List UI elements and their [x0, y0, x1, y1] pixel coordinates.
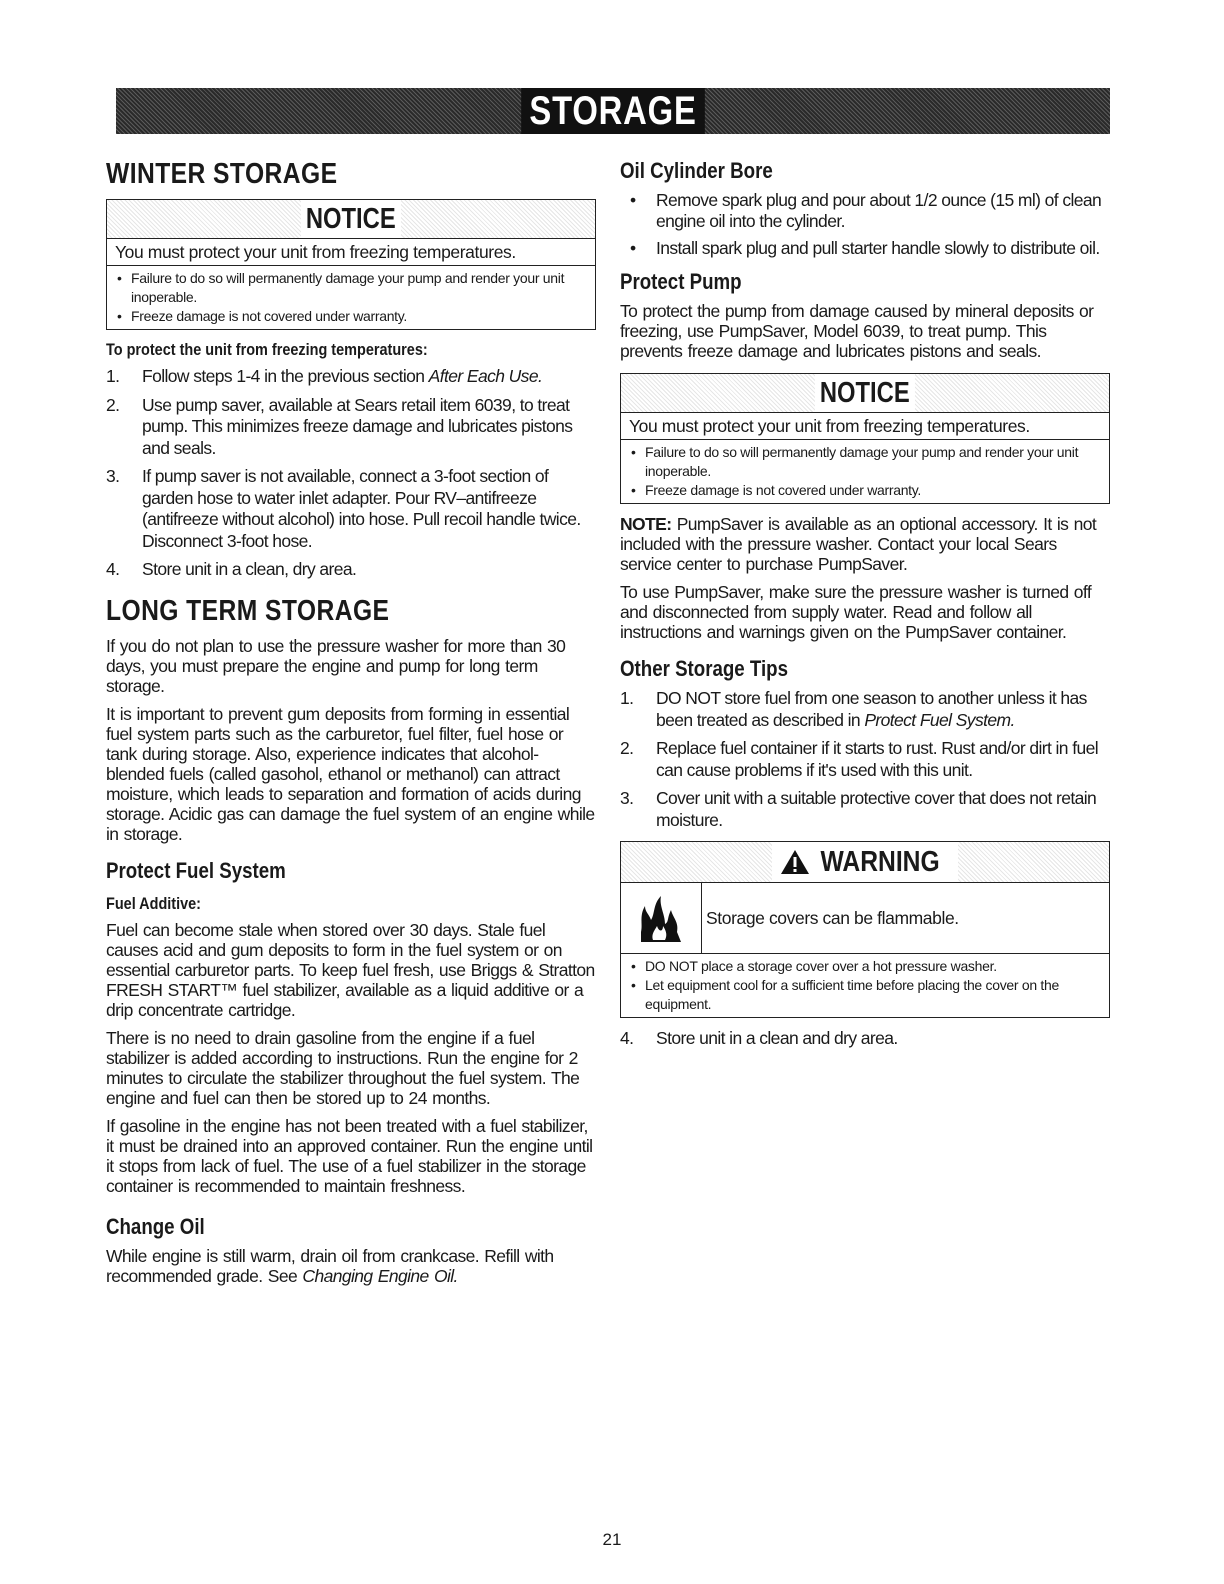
step-text: Follow steps 1-4 in the previous section: [142, 366, 429, 386]
list-item: [620, 688, 1110, 731]
protect-pump-heading: Protect Pump: [620, 269, 742, 294]
notice-main-text: You must protect your unit from freezing temperatures.: [621, 413, 1109, 440]
long-term-heading: LONG TERM STORAGE: [106, 594, 390, 627]
list-item: [620, 738, 1110, 781]
left-column: [106, 158, 596, 1294]
notice-header: [621, 374, 1109, 413]
warning-title: WARNING: [820, 846, 940, 878]
note-label: NOTE:: [620, 514, 672, 534]
fire-icon: [633, 892, 689, 944]
notice-item: • Failure to do so will permanently damage your pump and render your unit inoperable.: [115, 269, 587, 307]
other-tips-heading: Other Storage Tips: [620, 656, 788, 681]
long-term-paragraph: It is important to prevent gum deposits from forming in essential fuel system parts such as the carburetor, fuel filter, fuel hose or tank during storage. Also, experience indicates that alcohol-blended fuels (called gasohol, ethanol or methanol) can attract moisture, which leads to separation and formation of acids during storage. Acidic gas can damage the fuel system of an engine while in storage.: [106, 703, 595, 844]
step-number: 4.: [620, 1028, 634, 1048]
tips-steps-continued: [620, 1028, 1110, 1050]
change-oil-heading: Change Oil: [106, 1213, 205, 1239]
change-oil-paragraph: [106, 1246, 596, 1286]
step-reference: After Each Use.: [428, 366, 543, 386]
notice-title: NOTICE: [815, 374, 915, 412]
notice-header: [107, 200, 595, 239]
fuel-additive-subheading: Fuel Additive:: [106, 893, 202, 913]
step-text: DO NOT store fuel from one season to another unless it has been treated as described in: [656, 688, 1087, 730]
warning-triangle-icon: [780, 849, 810, 875]
step-text: Store unit in a clean, dry area.: [142, 559, 357, 579]
page-number: 21: [602, 1530, 622, 1549]
pumpsaver-paragraph: To use PumpSaver, make sure the pressure washer is turned off and disconnected from supply water. Read and follow all instructions and warnings given on the PumpSaver container.: [620, 582, 1092, 642]
step-text: If pump saver is not available, connect a 3-foot section of garden hose to water inlet adapter. Pour RV–antifreeze (antifreeze without alcohol) into hose. Pull recoil handle twice. Disconnect 3-foot hose.: [142, 466, 581, 551]
warning-item: • Let equipment cool for a sufficient time before placing the cover on the equipment.: [629, 976, 1101, 1014]
fuel-paragraph: If gasoline in the engine has not been treated with a fuel stabilizer, it must be drained into an approved container. Run the engine until it stops from lack of fuel. The use of a fuel stabilizer in the storage container is recommended to maintain freshness.: [106, 1115, 593, 1196]
list-item: [106, 395, 596, 460]
warning-item: • DO NOT place a storage cover over a hot pressure washer.: [629, 957, 1101, 976]
notice-item: • Freeze damage is not covered under warranty.: [115, 307, 587, 326]
step-reference: Protect Fuel System.: [864, 709, 1015, 730]
notice-list: [107, 266, 595, 329]
fuel-paragraph: Fuel can become stale when stored over 30 days. Stale fuel causes acid and gum deposits to form in the fuel system or on essential carburetor parts. To keep fuel fresh, use Briggs & Stratton FRESH START™ fuel stabilizer, available as a liquid additive or a drip concentrate cartridge.: [106, 919, 595, 1020]
change-oil-text: While engine is still warm, drain oil from crankcase. Refill with recommended grade. See: [106, 1245, 554, 1286]
warning-main-row: [621, 883, 1109, 954]
step-text: Cover unit with a suitable protective cover that does not retain moisture.: [656, 788, 1097, 830]
list-item: [106, 366, 596, 388]
step-number: 3.: [106, 466, 120, 486]
notice-list: [621, 440, 1109, 503]
note-paragraph: [620, 514, 1110, 574]
list-item: [106, 466, 596, 552]
warning-main-text: Storage covers can be flammable.: [706, 907, 959, 928]
step-number: 2.: [106, 394, 120, 415]
change-oil-reference: Changing Engine Oil.: [302, 1265, 458, 1286]
list-item: • Remove spark plug and pour about 1/2 ounce (15 ml) of clean engine oil into the cylinder.: [620, 190, 1110, 232]
list-item: • Install spark plug and pull starter handle slowly to distribute oil.: [620, 238, 1110, 259]
notice-title: NOTICE: [301, 200, 401, 238]
winter-subheading: To protect the unit from freezing temperatures:: [106, 340, 428, 359]
step-number: 2.: [620, 738, 634, 758]
step-text: Replace fuel container if it starts to rust. Rust and/or dirt in fuel can cause problems if it's used with this unit.: [656, 738, 1099, 780]
right-column: [620, 158, 1110, 1060]
winter-notice-box: [106, 199, 596, 330]
oil-bore-list: [620, 190, 1110, 259]
warning-icon-cell: [621, 883, 702, 953]
notice-main-text: You must protect your unit from freezing temperatures.: [107, 239, 595, 266]
list-item: [106, 559, 596, 581]
warning-header: [621, 842, 1109, 883]
notice-item: • Freeze damage is not covered under warranty.: [629, 481, 1101, 500]
step-number: 4.: [106, 559, 120, 579]
list-item: [620, 1028, 1110, 1050]
step-text: Store unit in a clean and dry area.: [656, 1028, 898, 1048]
pump-notice-box: [620, 373, 1110, 504]
winter-storage-heading: WINTER STORAGE: [106, 158, 338, 190]
winter-steps: [106, 366, 596, 581]
protect-fuel-heading: Protect Fuel System: [106, 857, 286, 883]
long-term-paragraph: If you do not plan to use the pressure washer for more than 30 days, you must prepare the engine and pump for long term storage.: [106, 635, 566, 696]
protect-pump-paragraph: To protect the pump from damage caused by mineral deposits or freezing, use PumpSaver, Model 6039, to treat pump. This prevents freeze damage and lubricates pistons and seals.: [620, 301, 1094, 361]
step-number: 1.: [106, 366, 120, 386]
step-number: 3.: [620, 788, 634, 808]
notice-item: • Failure to do so will permanently damage your pump and render your unit inoperable.: [629, 443, 1101, 481]
storage-banner: [116, 88, 1110, 134]
oil-bore-heading: Oil Cylinder Bore: [620, 158, 773, 183]
fuel-paragraph: There is no need to drain gasoline from the engine if a fuel stabilizer is added according to instructions. Run the engine for 2 minutes to circulate the stabilizer throughout the fuel system. The engine and fuel can then be stored up to 24 months.: [106, 1027, 580, 1108]
warning-box: [620, 841, 1110, 1018]
banner-title: STORAGE: [521, 88, 705, 134]
tips-steps: [620, 688, 1110, 831]
step-text: Use pump saver, available at Sears retail item 6039, to treat pump. This minimizes freeze damage and lubricates pistons and seals.: [142, 394, 573, 458]
list-item: [620, 788, 1110, 831]
warning-list: [621, 954, 1109, 1017]
step-number: 1.: [620, 688, 634, 708]
note-text: PumpSaver is available as an optional accessory. It is not included with the pressure washer. Contact your local Sears service center to purchase PumpSaver.: [620, 514, 1097, 574]
